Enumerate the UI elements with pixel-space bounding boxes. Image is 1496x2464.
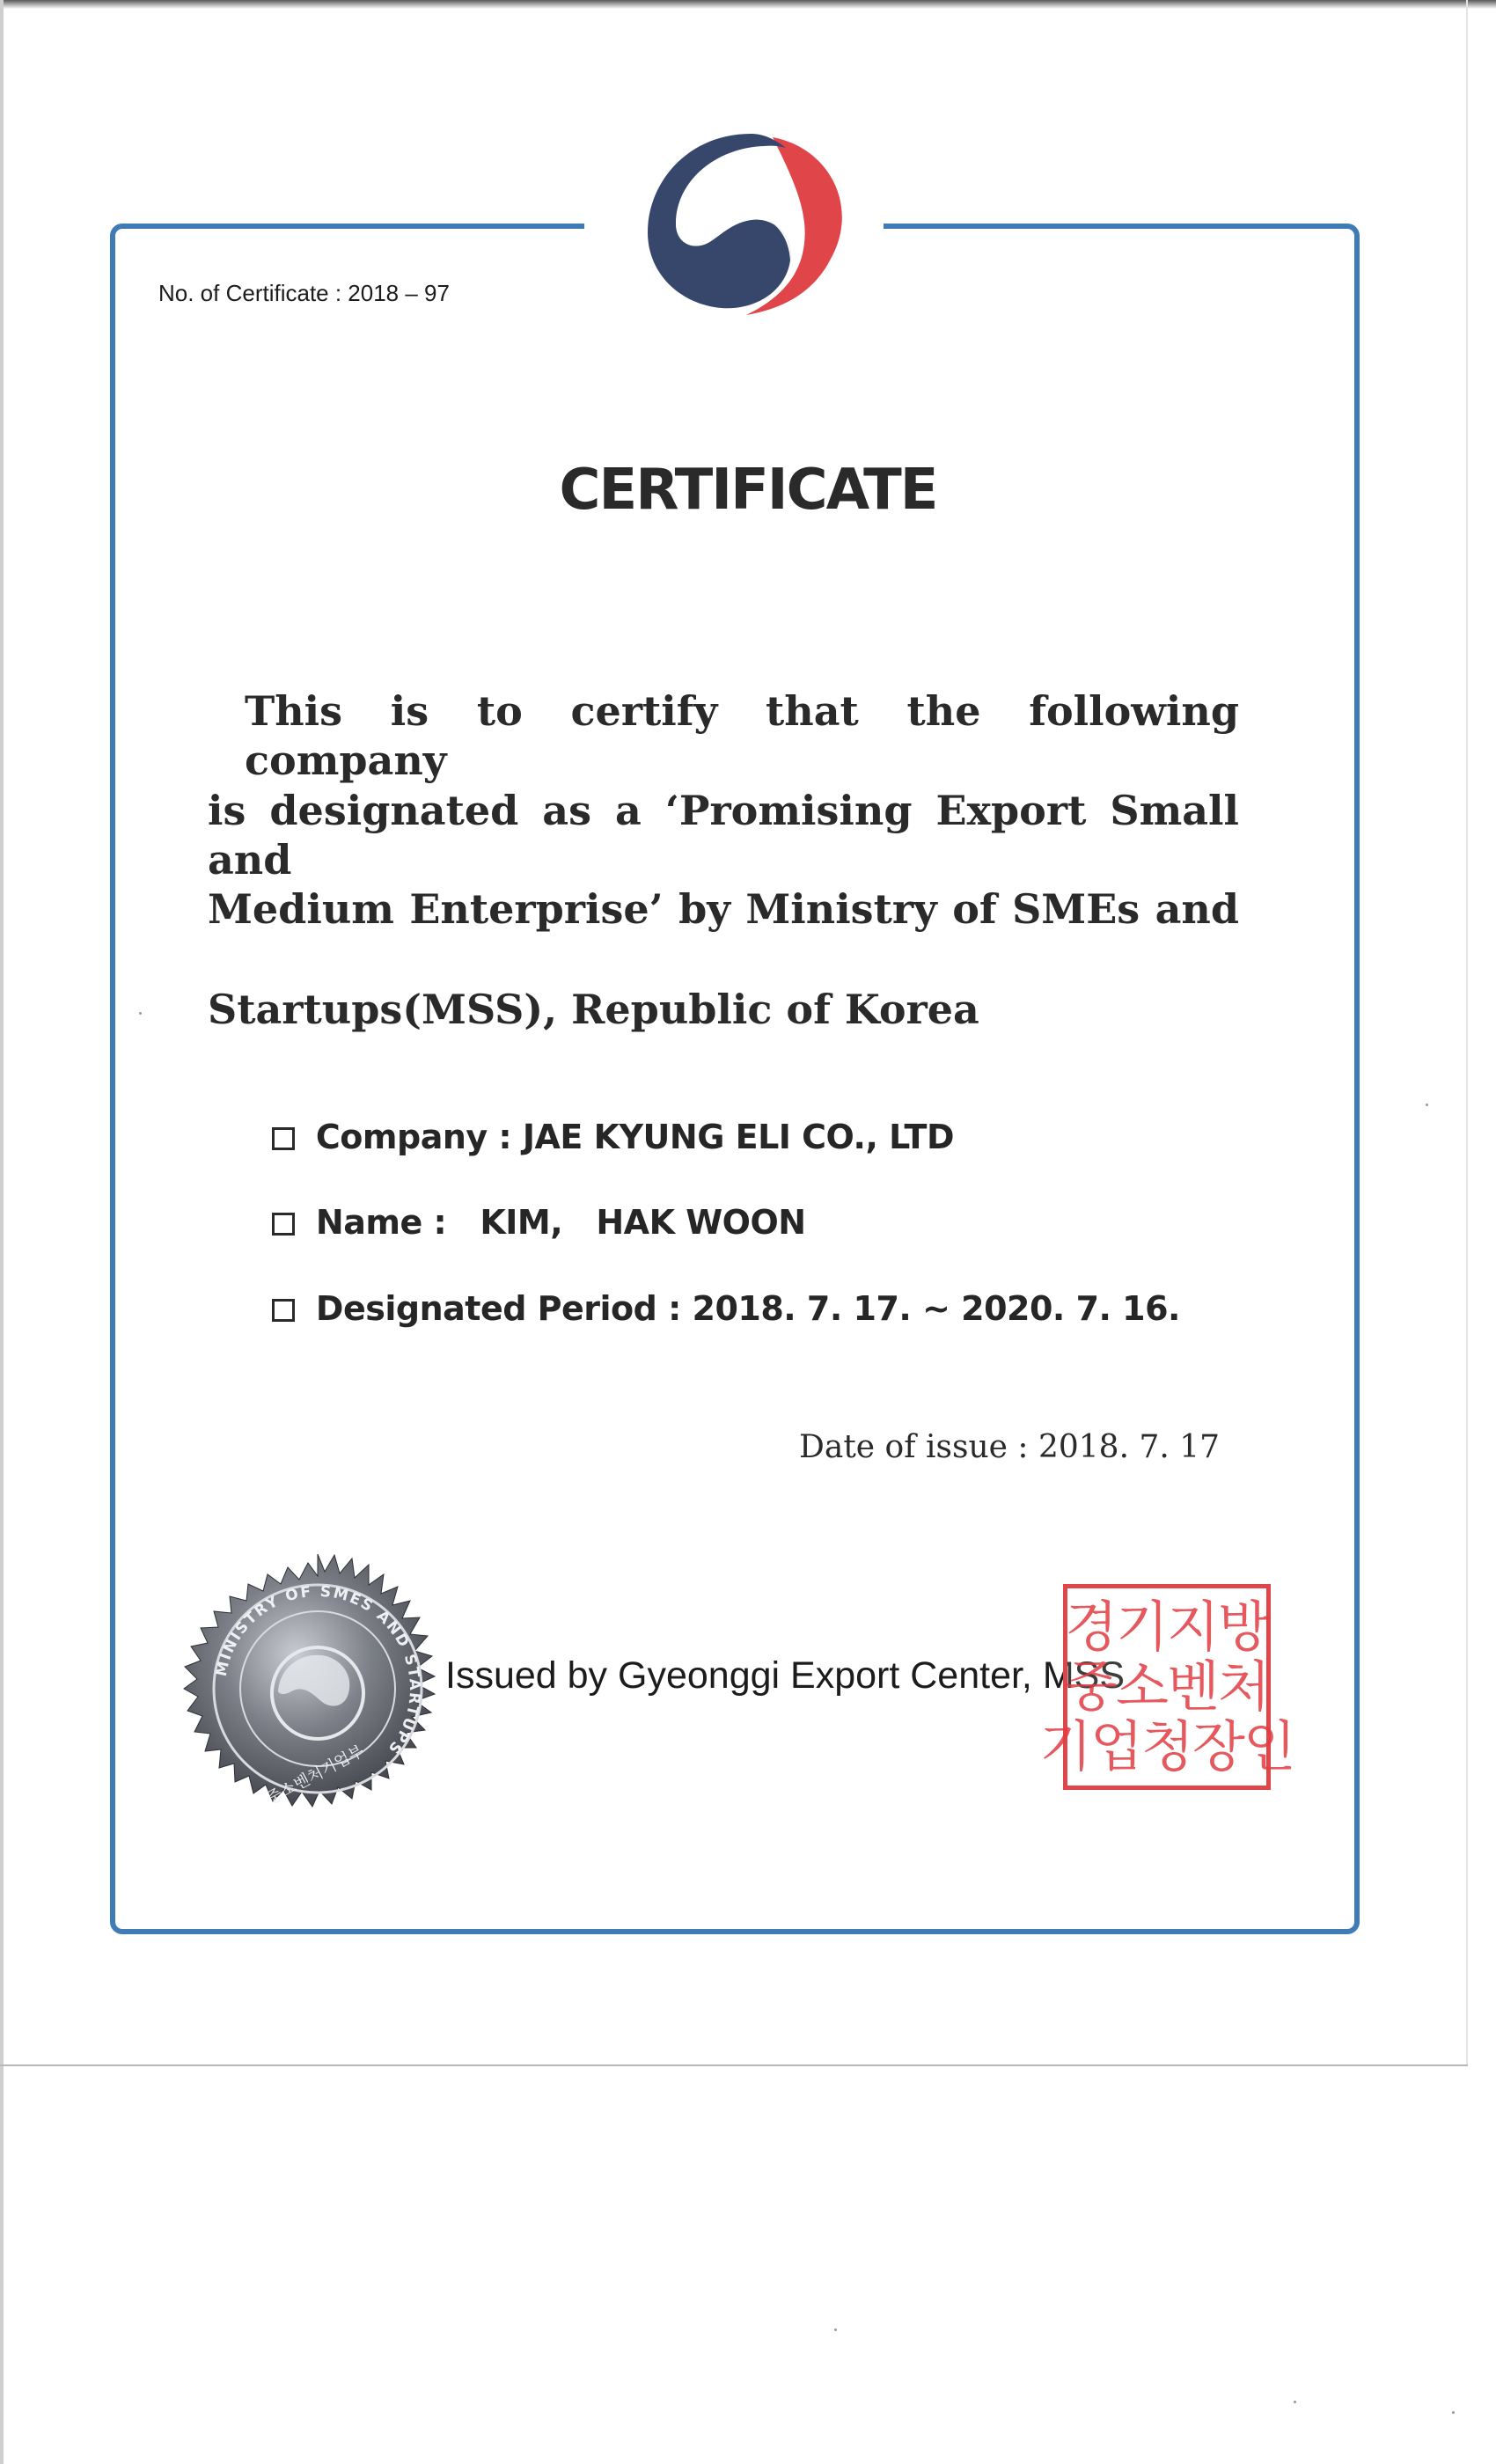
scan-speck	[1294, 2401, 1296, 2403]
detail-period	[227, 1250, 1180, 1367]
ministry-seal-icon	[181, 1552, 454, 1825]
stamp-row-3: 기업청장인	[1039, 1714, 1294, 1778]
checkbox-icon	[272, 1127, 295, 1150]
scan-edge-top	[0, 0, 1496, 9]
detail-period-text: Designated Period : 2018. 7. 17. ~ 2020. 7. 16.	[315, 1289, 1180, 1328]
body-line-3: Medium Enterprise’ by Ministry of SMEs and	[208, 885, 1239, 933]
body-line-2: is designated as a ‘Promising Export Small and	[208, 787, 1239, 884]
paper-edge-right	[1466, 0, 1468, 2064]
checkbox-icon	[272, 1213, 295, 1236]
checkbox-icon	[272, 1299, 295, 1322]
body-line-1: This is to certify that the following company	[245, 687, 1239, 784]
scan-edge-left	[0, 0, 4, 2464]
body-line-4: Startups(MSS), Republic of Korea	[208, 986, 979, 1033]
scan-speck	[139, 1012, 142, 1015]
scan-speck	[1426, 1104, 1428, 1106]
detail-company-text: Company : JAE KYUNG ELI CO., LTD	[315, 1118, 954, 1156]
paper-bottom-edge	[0, 2064, 1468, 2066]
certificate-title: CERTIFICATE	[559, 458, 937, 523]
stamp-row-2: 중소벤처	[1065, 1654, 1269, 1719]
seal-bottom-text: 중소벤처기업부	[263, 1742, 368, 1808]
emblem-blue-body	[648, 134, 790, 308]
detail-name-text: Name : KIM, HAK WOON	[315, 1203, 806, 1242]
issued-by: Issued by Gyeonggi Export Center, MSS	[445, 1654, 1126, 1697]
certificate-number: No. of Certificate : 2018 – 97	[158, 280, 450, 306]
korea-government-emblem-icon	[641, 128, 861, 333]
stamp-row-1: 경기지방	[1065, 1595, 1269, 1659]
seal-ring-text: MINISTRY OF SMES AND STARTUPS	[212, 1582, 424, 1759]
issue-date: Date of issue : 2018. 7. 17	[799, 1429, 1221, 1465]
scan-speck	[834, 2328, 837, 2331]
scan-speck	[1452, 2411, 1455, 2414]
official-red-stamp	[1039, 1584, 1294, 1790]
